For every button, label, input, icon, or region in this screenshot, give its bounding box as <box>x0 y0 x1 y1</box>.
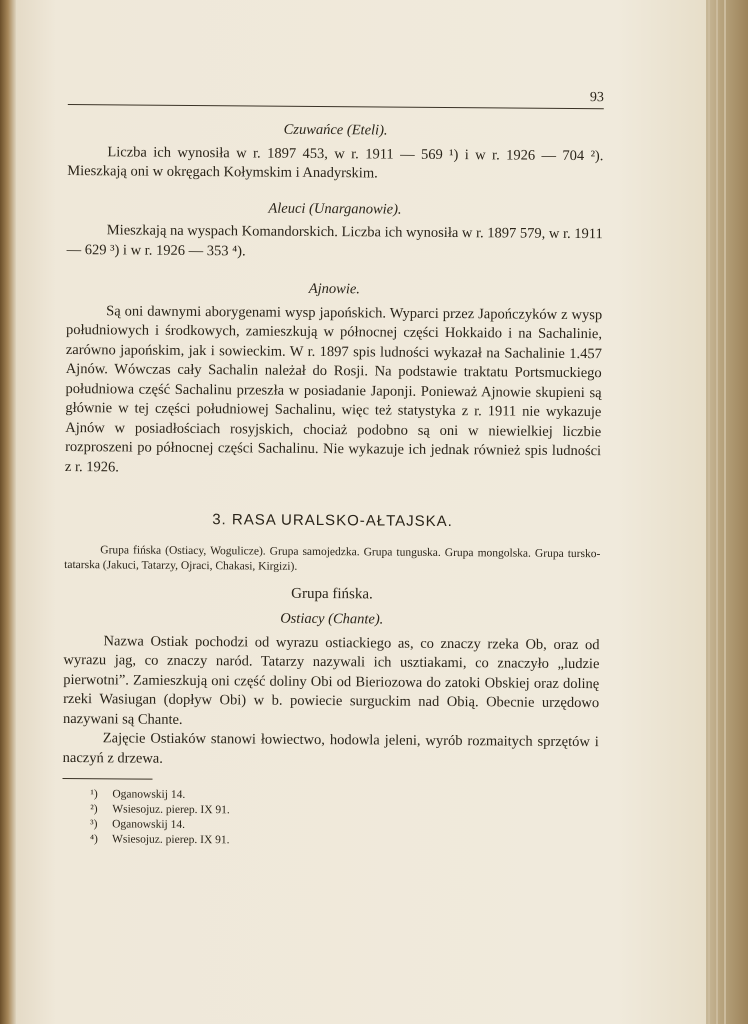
paragraph: Zajęcie Ostiaków stanowi łowiectwo, hodowla jeleni, wyrób rozmaitych sprzętów i naczyń z drzewa. <box>62 730 599 767</box>
footnote-mark: ³) <box>90 818 98 831</box>
footnote-text: Oganowskij 14. <box>112 788 186 801</box>
footnote-text: Wsiesojuz. pierep. IX 91. <box>111 833 230 847</box>
footnote-text: Oganowskij 14. <box>112 818 186 831</box>
section-title: Aleuci (Unarganowie). <box>268 200 402 218</box>
paragraph: Nazwa Ostiak pochodzi od wyrazu ostiackiego as, co znaczy rzeka Ob, oraz od wyrazu jag, co znaczy naród. Tatarzy nazywali ich usztiakami, co znaczyło „ludzie pierwotni”. Zamieszkują oni część doliny Obi od Bieriozowa do zatoki Obskiej oraz dolinę rzeki Wasiugan (dopływ Obi) w b. powiecie surguckim nad Obią. Obecnie urzędowo nazywani są Chante. <box>62 632 600 728</box>
paragraph: Są oni dawnymi aborygenami wysp japońskich. Wyparci przez Japończyków z wysp południowych i środkowych, zamieszkują w północnej części Hokkaido i na Sachalinie, zarówno japońskim, jak i sowieckim. W r. 1897 spis ludności wykazał na Sachalinie 1.457 Ajnów. Wówczas cały Sachalin należał do Rosji. Na podstawie traktatu Portsmuckiego południowa część Sachalinu przeszła w posiadanie Japonji. Ponieważ Ajnowie skupieni są głównie w tej części południowej Sachalinu, więc też statystyka z r. 1911 nie wykazuje Ajnów w posiadłościach rosyjskich, chociaż podobno są oni w niewielkiej liczbie rozproszeni po północnej części Sachalinu. Nie wykazuje ich jednak również spis ludności z r. 1926. <box>64 302 603 475</box>
chapter-title: 3. RASA URALSKO-AŁTAJSKA. <box>212 511 453 531</box>
chapter-description: Grupa fińska (Ostiacy, Wogulicze). Grupa samojedzka. Grupa tunguska. Grupa mongolska. Grupa tursko-tatarska (Jakuci, Tatarzy, Ojraci, Chakasi, Kirgizi). <box>64 543 601 573</box>
footnote <box>90 832 598 851</box>
section-czuwance <box>67 119 603 186</box>
section-ajnowie <box>65 278 603 481</box>
page-stack-edge <box>716 0 718 1024</box>
section-aleuci <box>67 197 603 264</box>
footnote-mark: ²) <box>90 803 98 816</box>
page-stack-edge <box>724 0 726 1024</box>
section-title: Ajnowie. <box>308 280 361 298</box>
page-number: 93 <box>589 89 604 105</box>
footnote-text: Wsiesojuz. pierep. IX 91. <box>112 803 230 817</box>
page-content <box>62 80 604 851</box>
page-header-rule <box>68 80 604 109</box>
book-page <box>16 0 706 1024</box>
footnote-divider <box>63 778 153 780</box>
section-title: Czuwańce (Eteli). <box>283 121 388 139</box>
footnotes <box>90 787 598 851</box>
group-subtitle: Ostiacy (Chante). <box>280 610 384 628</box>
group-title: Grupa fińska. <box>291 585 373 602</box>
footnote-mark: ⁴) <box>89 833 98 846</box>
paragraph: Liczba ich wynosiła w r. 1897 453, w r. 1911 — 569 ¹) i w r. 1926 — 704 ²). Mieszkają oni w okręgach Kołymskim i Anadyrskim. <box>67 143 604 182</box>
paragraph: Mieszkają na wyspach Komandorskich. Liczba ich wynosiła w r. 1897 579, w r. 1911 — 629 ³) i w r. 1926 — 353 ⁴). <box>66 222 603 259</box>
footnote-mark: ¹) <box>90 788 98 801</box>
page-stack-edge <box>708 0 710 1024</box>
